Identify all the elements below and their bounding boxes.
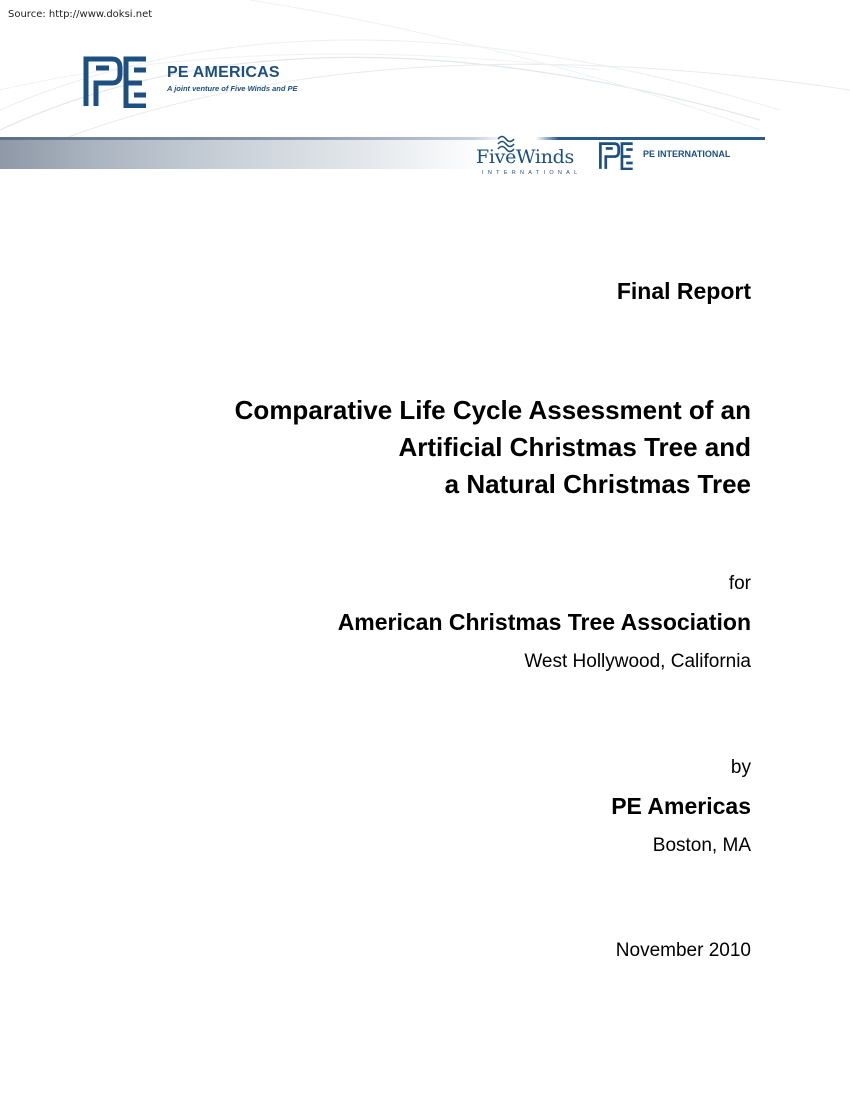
by-label: by xyxy=(730,757,751,778)
pe-americas-logo-icon xyxy=(82,56,148,108)
client-name: American Christmas Tree Association xyxy=(337,609,751,635)
report-title xyxy=(235,392,751,503)
author-location: Boston, MA xyxy=(652,835,751,856)
brand-name: PE AMERICAS xyxy=(167,64,280,81)
client-location: West Hollywood, California xyxy=(524,651,751,672)
report-title-line-3: a Natural Christmas Tree xyxy=(444,469,751,499)
report-title-line-1: Comparative Life Cycle Assessment of an xyxy=(234,395,751,425)
partner-five-winds-name: FiveWinds xyxy=(476,146,574,168)
report-title-line-2: Artificial Christmas Tree and xyxy=(398,432,751,462)
report-type: Final Report xyxy=(616,278,751,304)
for-label: for xyxy=(728,573,751,594)
brand-tagline: A joint venture of Five Winds and PE xyxy=(167,84,298,93)
author-name: PE Americas xyxy=(611,793,751,819)
pe-international-logo-icon xyxy=(598,142,634,170)
partner-five-winds-sub: INTERNATIONAL xyxy=(482,170,582,176)
report-date: November 2010 xyxy=(615,940,751,961)
source-label: Source: http://www.doksi.net xyxy=(8,9,153,20)
header-band-line xyxy=(0,137,765,140)
partner-pe-international-name: PE INTERNATIONAL xyxy=(643,149,731,159)
